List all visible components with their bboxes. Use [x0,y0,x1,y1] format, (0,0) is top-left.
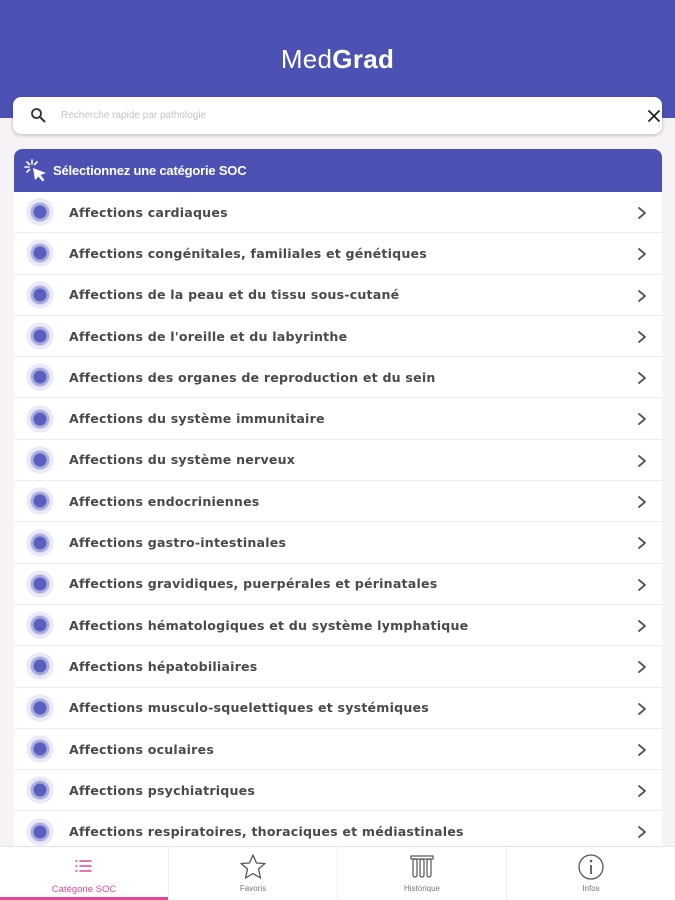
chevron-right-icon [636,289,648,303]
category-bullet-icon [26,446,54,474]
list-item[interactable] [14,275,662,316]
soc-category-panel [14,149,662,846]
list-item-label: Affections psychiatriques [69,782,256,798]
chevron-right-icon [636,702,648,716]
soc-category-list [14,192,662,846]
chevron-right-icon [636,578,648,592]
category-bullet-icon [26,363,54,391]
app-title-light: Med [280,44,333,74]
list-item-label: Affections gastro-intestinales [69,535,287,551]
chevron-right-icon [636,454,648,468]
category-bullet-icon [26,529,54,557]
category-bullet-icon [26,652,54,680]
chevron-right-icon [636,825,648,839]
list-item-label: Affections gravidiques, puerpérales et périnatales [69,576,438,592]
list-item[interactable] [14,357,662,398]
chevron-right-icon [636,247,648,261]
tab-infos[interactable] [507,847,675,900]
chevron-right-icon [636,619,648,633]
tab-label: Infos [582,884,600,893]
list-item[interactable] [14,605,662,646]
list-item[interactable] [14,770,662,811]
app-title [0,44,675,75]
list-item[interactable] [14,316,662,357]
category-bullet-icon [26,198,54,226]
list-item-label: Affections hépatobiliaires [69,658,258,674]
category-bullet-icon [26,570,54,598]
chevron-right-icon [636,412,648,426]
bottom-tab-bar [0,846,675,900]
list-item[interactable] [14,646,662,687]
pointer-click-icon [22,157,50,185]
list-item-label: Affections de la peau et du tissu sous-cutané [69,287,400,303]
list-item-label: Affections respiratoires, thoraciques et médiastinales [69,824,464,840]
category-bullet-icon [26,611,54,639]
app-title-bold: Grad [332,44,395,74]
tab-categorie-soc[interactable] [0,847,169,900]
list-item[interactable] [14,564,662,605]
list-item-label: Affections musculo-squelettiques et systémiques [69,700,429,716]
list-item[interactable] [14,688,662,729]
list-icon [69,852,99,882]
tab-label: Historique [403,884,440,893]
list-item-label: Affections oculaires [69,741,215,757]
list-item[interactable] [14,729,662,770]
chevron-right-icon [636,495,648,509]
chevron-right-icon [636,330,648,344]
chevron-right-icon [636,784,648,798]
list-item[interactable] [14,398,662,439]
category-bullet-icon [26,322,54,350]
category-bullet-icon [26,405,54,433]
category-bullet-icon [26,487,54,515]
chevron-right-icon [636,206,648,220]
info-icon [576,852,606,882]
list-item[interactable] [14,522,662,563]
history-icon [407,852,437,882]
chevron-right-icon [636,743,648,757]
chevron-right-icon [636,660,648,674]
category-bullet-icon [26,281,54,309]
tab-label: Catégorie SOC [51,884,117,895]
list-item-label: Affections des organes de reproduction et du sein [69,369,436,385]
list-item[interactable] [14,233,662,274]
panel-header [14,149,662,192]
star-icon [238,852,268,882]
list-item[interactable] [14,440,662,481]
category-bullet-icon [26,776,54,804]
list-item[interactable] [14,481,662,522]
list-item-label: Affections cardiaques [69,204,228,220]
chevron-right-icon [636,536,648,550]
tab-label: Favoris [239,884,267,893]
search-bar [13,97,662,134]
tab-historique[interactable] [338,847,507,900]
list-item-label: Affections du système nerveux [69,452,296,468]
chevron-right-icon [636,371,648,385]
list-item-label: Affections du système immunitaire [69,411,325,427]
list-item[interactable] [14,811,662,846]
category-bullet-icon [26,694,54,722]
list-item[interactable] [14,192,662,233]
category-bullet-icon [26,239,54,267]
list-item-label: Affections congénitales, familiales et génétiques [69,245,427,261]
search-icon [30,107,46,123]
tab-favoris[interactable] [169,847,338,900]
list-item-label: Affections de l'oreille et du labyrinthe [69,328,348,344]
close-icon[interactable] [646,108,662,124]
category-bullet-icon [26,818,54,846]
list-item-label: Affections endocriniennes [69,493,260,509]
panel-title: Sélectionnez une catégorie SOC [53,163,247,178]
category-bullet-icon [26,735,54,763]
search-input[interactable] [61,104,601,126]
list-item-label: Affections hématologiques et du système lymphatique [69,617,469,633]
